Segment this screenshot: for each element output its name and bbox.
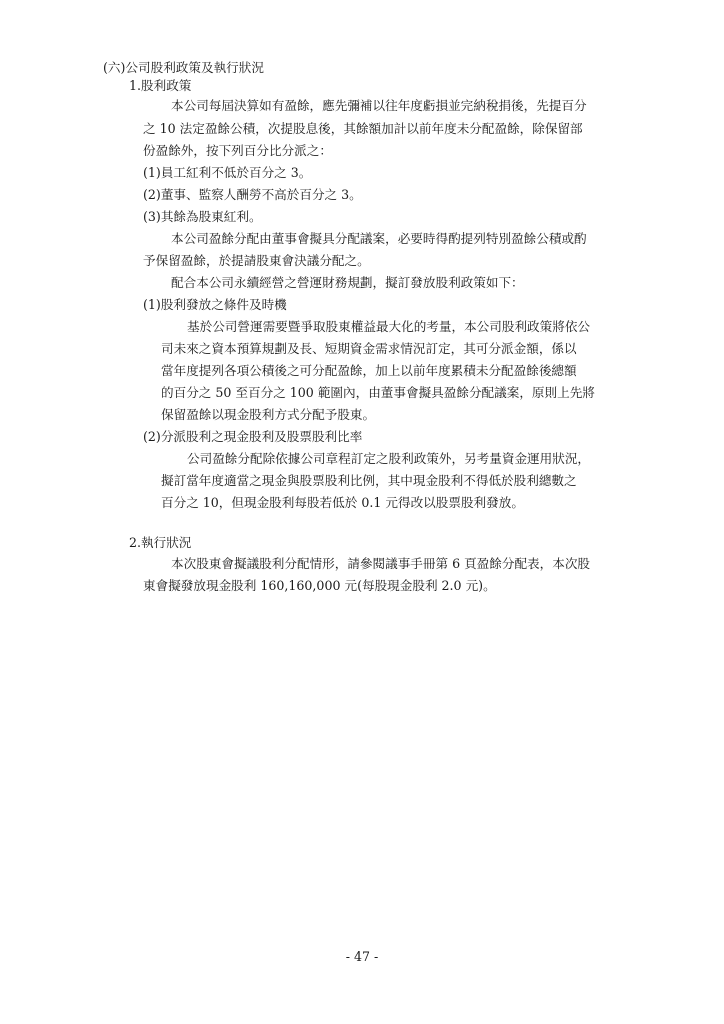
paragraph-line: 本次股東會擬議股利分配情形，請參閱議事手冊第 6 頁盈餘分配表，本次股 <box>171 556 591 571</box>
paragraph-line: 擬訂當年度適當之現金與股票股利比例，其中現金股利不得低於股利總數之 <box>161 473 577 488</box>
paragraph-line: 之 10 法定盈餘公積，次提股息後，其餘額加計以前年度未分配盈餘，除保留部 <box>143 121 583 136</box>
paragraph-line: 百分之 10，但現金股利每股若低於 0.1 元得改以股票股利發放。 <box>161 495 524 510</box>
paragraph-line: 配合本公司永續經營之營運財務規劃，擬訂發放股利政策如下： <box>171 275 524 290</box>
section-title: (六)公司股利政策及執行狀況 <box>103 60 264 75</box>
list-item: (1)員工紅利不低於百分之 3。 <box>143 165 312 180</box>
paragraph-line: 本公司盈餘分配由董事會擬具分配議案，必要時得酌提列特別盈餘公積或酌 <box>171 231 587 246</box>
item-title-distribution-conditions: (1)股利發放之條件及時機 <box>143 297 287 312</box>
paragraph-line: 保留盈餘以現金股利方式分配予股東。 <box>161 407 376 422</box>
page-number: - 47 - <box>345 949 379 964</box>
paragraph-line: 東會擬發放現金股利 160,160,000 元(每股現金股利 2.0 元)。 <box>143 578 496 593</box>
paragraph-line: 司未來之資本預算規劃及長、短期資金需求情況訂定，其可分派金額，係以 <box>161 341 577 356</box>
item-title-cash-stock-ratio: (2)分派股利之現金股利及股票股利比率 <box>143 429 363 444</box>
paragraph-line: 公司盈餘分配除依據公司章程訂定之股利政策外，另考量資金運用狀況， <box>187 451 590 466</box>
paragraph-line: 當年度提列各項公積後之可分配盈餘，加上以前年度累積未分配盈餘後總額 <box>161 363 577 378</box>
subsection-title-execution: 2.執行狀況 <box>129 535 192 550</box>
list-item: (2)董事、監察人酬勞不高於百分之 3。 <box>143 187 362 202</box>
list-item: (3)其餘為股東紅利。 <box>143 209 262 224</box>
paragraph-line: 份盈餘外，按下列百分比分派之： <box>143 143 332 158</box>
subsection-title-dividend-policy: 1.股利政策 <box>129 78 192 93</box>
paragraph-line: 本公司每屆決算如有盈餘，應先彌補以往年度虧損並完納稅捐後，先提百分 <box>171 98 587 113</box>
paragraph-line: 予保留盈餘，於提請股東會決議分配之。 <box>143 253 370 268</box>
paragraph-line: 的百分之 50 至百分之 100 範圍內，由董事會擬具盈餘分配議案，原則上先將 <box>161 385 595 400</box>
paragraph-line: 基於公司營運需要暨爭取股東權益最大化的考量，本公司股利政策將依公 <box>187 319 590 334</box>
